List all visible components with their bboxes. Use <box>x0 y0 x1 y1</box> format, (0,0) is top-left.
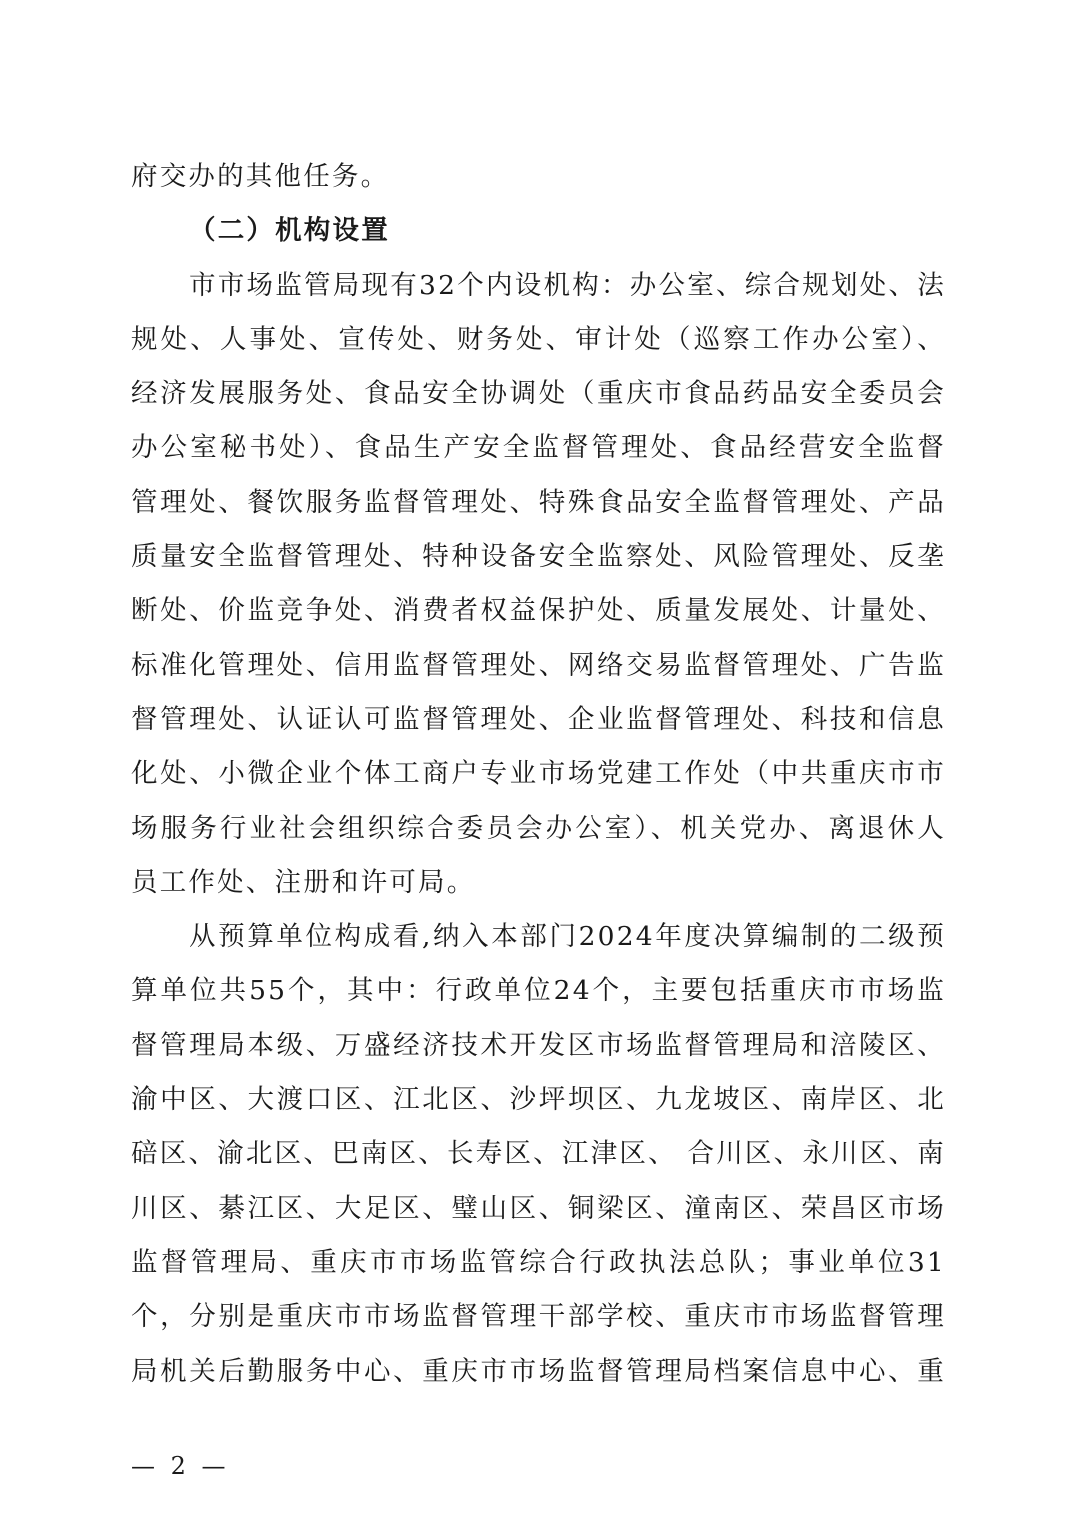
paragraph-line: 断处、价监竞争处、消费者权益保护处、质量发展处、计量处、 <box>131 595 946 627</box>
paragraph-line: 市市场监管局现有32个内设机构：办公室、综合规划处、法 <box>189 269 946 301</box>
paragraph-line: 化处、小微企业个体工商户专业市场党建工作处（中共重庆市市 <box>131 758 946 790</box>
paragraph-line: 场服务行业社会组织综合委员会办公室）、机关党办、离退休人 <box>131 812 946 844</box>
paragraph-line: 督管理处、认证认可监督管理处、企业监督管理处、科技和信息 <box>131 703 946 735</box>
paragraph-line: 员工作处、注册和许可局。 <box>131 866 476 898</box>
paragraph-line: 从预算单位构成看,纳入本部门2024年度决算编制的二级预 <box>189 921 946 953</box>
body-text <box>131 150 946 1399</box>
paragraph-line: 管理处、餐饮服务监督管理处、特殊食品安全监督管理处、产品 <box>131 486 946 518</box>
paragraph-line: 渝中区、大渡口区、江北区、沙坪坝区、九龙坡区、南岸区、北 <box>131 1084 946 1116</box>
paragraph-line: 质量安全监督管理处、特种设备安全监察处、风险管理处、反垄 <box>131 541 946 573</box>
paragraph-line: 川区、綦江区、大足区、璧山区、铜梁区、潼南区、荣昌区市场 <box>131 1192 946 1224</box>
section-heading: （二）机构设置 <box>189 215 390 247</box>
paragraph-line: 局机关后勤服务中心、重庆市市场监督管理局档案信息中心、重 <box>131 1355 946 1387</box>
paragraph-line: 监督管理局、重庆市市场监管综合行政执法总队；事业单位31 <box>131 1246 946 1278</box>
page-number: — 2 — <box>131 1452 230 1480</box>
paragraph-line: 标准化管理处、信用监督管理处、网络交易监督管理处、广告监 <box>131 649 946 681</box>
paragraph-line: 规处、人事处、宣传处、财务处、审计处（巡察工作办公室）、 <box>131 323 946 355</box>
paragraph-line: 经济发展服务处、食品安全协调处（重庆市食品药品安全委员会 <box>131 378 946 410</box>
paragraph-line: 府交办的其他任务。 <box>131 161 390 192</box>
paragraph-line: 督管理局本级、万盛经济技术开发区市场监督管理局和涪陵区、 <box>131 1029 946 1061</box>
paragraph-line: 碚区、渝北区、巴南区、长寿区、江津区、 合川区、永川区、南 <box>131 1138 946 1170</box>
paragraph-line: 个，分别是重庆市市场监督管理干部学校、重庆市市场监督管理 <box>131 1301 946 1333</box>
paragraph-line: 算单位共55个，其中：行政单位24个，主要包括重庆市市场监 <box>131 975 946 1007</box>
paragraph-line: 办公室秘书处）、食品生产安全监督管理处、食品经营安全监督 <box>131 432 946 464</box>
